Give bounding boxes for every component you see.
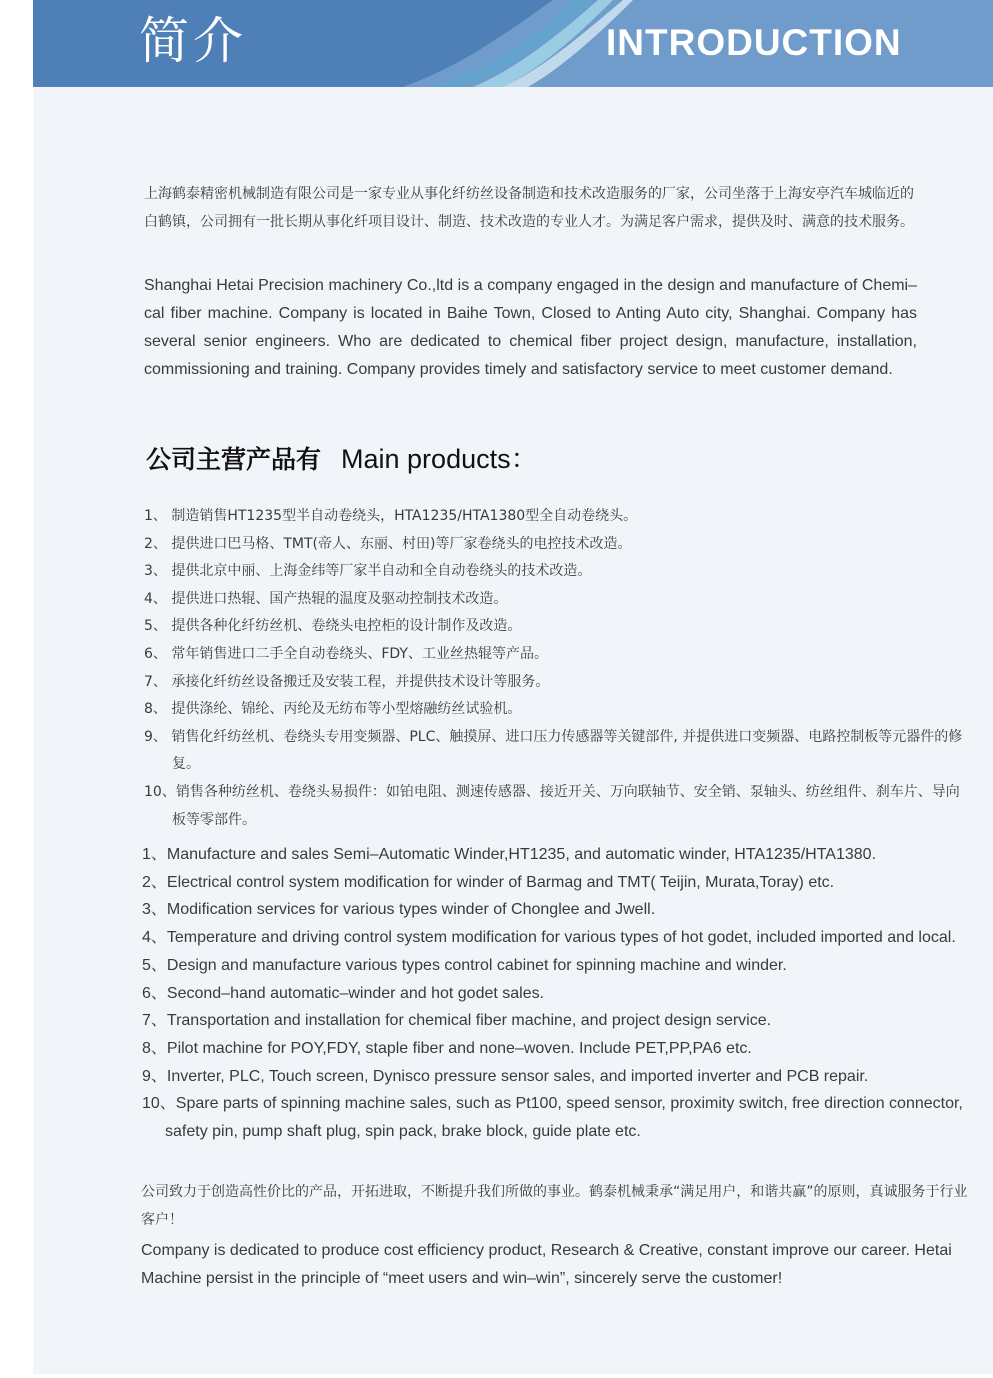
list-item: 6、 常年销售进口二手全自动卷绕头、FDY、工业丝热辊等产品。 — [144, 645, 548, 662]
list-item: 9、 销售化纤纺丝机、卷绕头专用变频器、PLC、触摸屏、进口压力传感器等关键部件, 并提供进口变频器、电路控制板等元器件的修复。 — [144, 728, 963, 773]
list-item: 9、Inverter, PLC, Touch screen, Dynisco pressure sensor sales, and imported inverter and PCB repair. — [142, 1067, 869, 1085]
list-item: 5、 提供各种化纤纺丝机、卷绕头电控柜的设计制作及改造。 — [144, 618, 522, 635]
list-item: 2、 提供进口巴马格、TMT(帝人、东丽、村田)等厂家卷绕头的电控技术改造。 — [144, 535, 632, 552]
list-item: 4、 提供进口热辊、国产热辊的温度及驱动控制技术改造。 — [144, 590, 508, 607]
list-item: 6、Second–hand automatic–winder and hot godet sales. — [142, 984, 545, 1002]
list-item: 3、 提供北京中丽、上海金纬等厂家半自动和全自动卷绕头的技术改造。 — [144, 563, 592, 580]
list-item: 7、 承接化纤纺丝设备搬迁及安装工程，并提供技术设计等服务。 — [144, 673, 550, 690]
products-heading-en: Main products： — [341, 444, 538, 474]
products-heading — [146, 442, 538, 477]
list-item: 10、Spare parts of spinning machine sales, such as Pt100, speed sensor, proximity switch, free direction connector, safety pin, pump shaft plug, spin pack, brake block, guide plate etc. — [142, 1095, 963, 1141]
products-list-cn — [144, 503, 964, 834]
brochure-page — [33, 0, 993, 1374]
closing-paragraph-cn: 公司致力于创造高性价比的产品，开拓进取，不断提升我们所做的事业。鹤泰机械秉承“满足用户，和谐共赢”的原则，真诚服务于行业客户！ — [141, 1184, 968, 1228]
page-title-cn: 简介 — [139, 12, 247, 70]
list-item: 8、Pilot machine for POY,FDY, staple fiber and none–woven. Include PET,PP,PA6 etc. — [142, 1039, 752, 1057]
page-title-en: INTRODUCTION — [606, 22, 902, 63]
list-item: 4、Temperature and driving control system modification for various types of hot godet, included imported and local. — [142, 929, 956, 947]
list-item: 2、Electrical control system modification for winder of Barmag and TMT( Teijin, Murata,Toray) etc. — [142, 873, 835, 891]
products-heading-cn: 公司主营产品有 — [146, 445, 322, 474]
header-banner — [33, 0, 993, 87]
list-item: 5、Design and manufacture various types control cabinet for spinning machine and winder. — [142, 956, 787, 974]
list-item: 1、 制造销售HT1235型半自动卷绕头，HTA1235/HTA1380型全自动卷绕头。 — [144, 508, 638, 524]
closing-paragraph-en: Company is dedicated to produce cost efficiency product, Research & Creative, constant improve our career. Hetai Machine persist in the principle of “meet users and win–win”, sincerely serve the customer! — [141, 1242, 952, 1287]
intro-paragraph-cn: 上海鹤泰精密机械制造有限公司是一家专业从事化纤纺丝设备制造和技术改造服务的厂家，公司坐落于上海安亭汽车城临近的白鹤镇，公司拥有一批长期从事化纤项目设计、制造、技术改造的专业人才。为满足客户需求，提供及时、满意的技术服务。 — [144, 186, 914, 230]
intro-paragraph-en: Shanghai Hetai Precision machinery Co.,ltd is a company engaged in the design and manufacture of Chemi–cal fiber machine. Company is located in Baihe Town, Closed to Anting Auto city, Shanghai. Company has several senior engineers. Who are dedicated to chemical fiber project design, manufacture, installation, commissioning and training. Company provides timely and satisfactory service to meet customer demand. — [144, 277, 917, 378]
list-item: 10、销售各种纺丝机、卷绕头易损件：如铂电阻、测速传感器、接近开关、万向联轴节、安全销、泵轴头、纺丝组件、刹车片、导向板等零部件。 — [144, 783, 960, 828]
list-item: 7、Transportation and installation for chemical fiber machine, and project design service. — [142, 1012, 772, 1030]
list-item: 8、 提供涤纶、锦纶、丙纶及无纺布等小型熔融纺丝试验机。 — [144, 701, 522, 718]
list-item: 3、Modification services for various types winder of Chonglee and Jwell. — [142, 901, 656, 919]
list-item: 1、Manufacture and sales Semi–Automatic Winder,HT1235, and automatic winder, HTA1235/HTA1380. — [142, 846, 877, 863]
products-list-en — [142, 841, 982, 1146]
